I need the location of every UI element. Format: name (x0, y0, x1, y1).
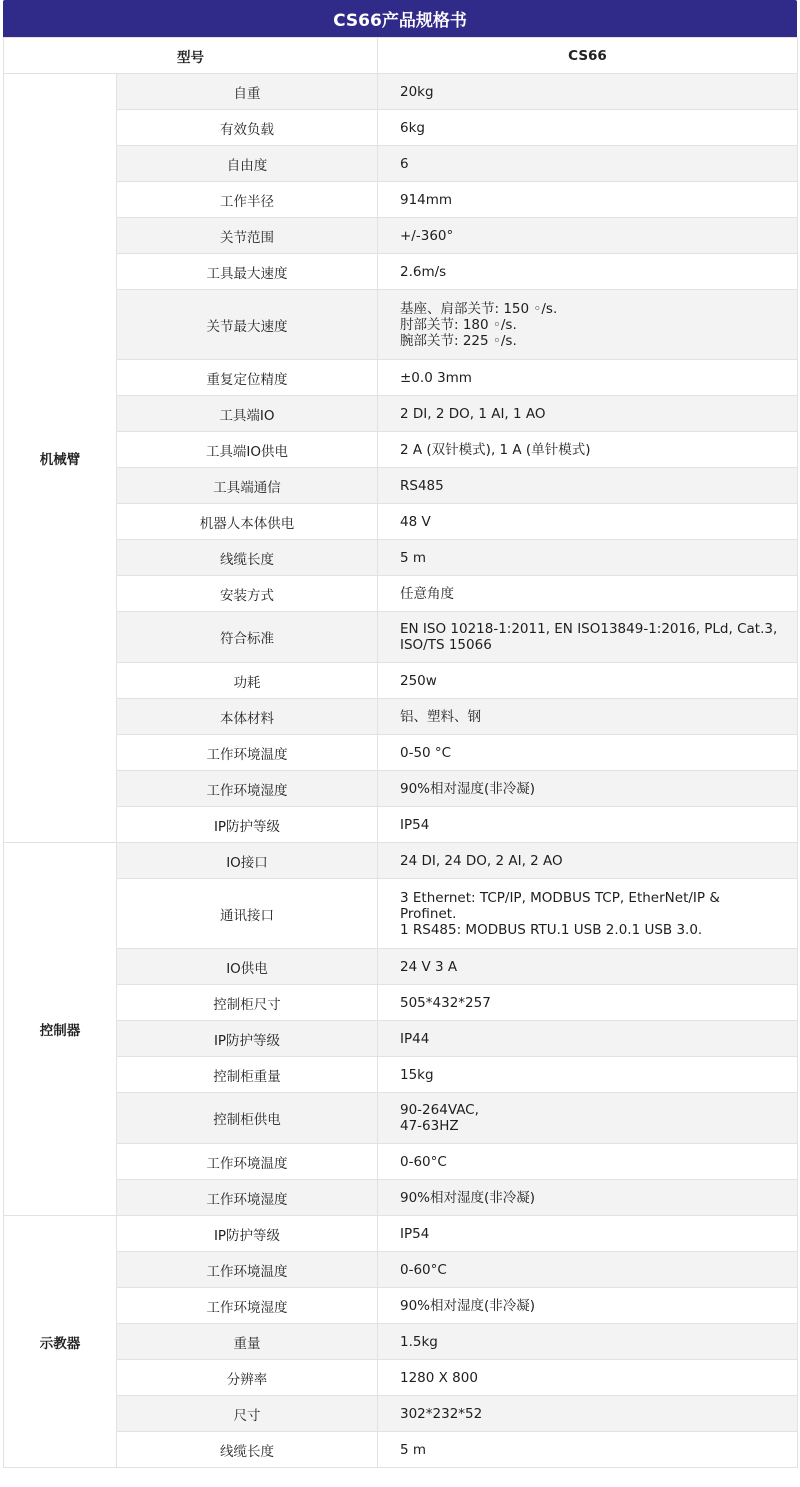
spec-label: 关节范围 (117, 218, 378, 254)
spec-row (4, 949, 798, 985)
spec-value: 90%相对湿度(非冷凝) (378, 771, 798, 807)
spec-value: 24 DI, 24 DO, 2 AI, 2 AO (378, 843, 798, 879)
spec-row (4, 1216, 798, 1252)
spec-title: CS66产品规格书 (3, 0, 797, 37)
spec-label: 功耗 (117, 663, 378, 699)
spec-row (4, 360, 798, 396)
model-value: CS66 (378, 38, 798, 74)
spec-label: 工作环境温度 (117, 1252, 378, 1288)
spec-label: 控制柜尺寸 (117, 985, 378, 1021)
spec-row (4, 771, 798, 807)
spec-row (4, 879, 798, 949)
spec-label: 工具端IO供电 (117, 432, 378, 468)
spec-row (4, 468, 798, 504)
spec-label: 自重 (117, 74, 378, 110)
spec-label: 尺寸 (117, 1396, 378, 1432)
spec-value: 20kg (378, 74, 798, 110)
spec-value: 0-60°C (378, 1252, 798, 1288)
section-name: 机械臂 (4, 74, 117, 843)
spec-row (4, 540, 798, 576)
spec-label: 符合标准 (117, 612, 378, 663)
spec-row (4, 1396, 798, 1432)
spec-value: 5 m (378, 540, 798, 576)
spec-row (4, 1288, 798, 1324)
spec-label: 重复定位精度 (117, 360, 378, 396)
spec-row (4, 699, 798, 735)
spec-value: +/-360° (378, 218, 798, 254)
spec-value: 90%相对湿度(非冷凝) (378, 1180, 798, 1216)
spec-value: IP54 (378, 807, 798, 843)
spec-row (4, 1324, 798, 1360)
spec-value: RS485 (378, 468, 798, 504)
spec-row (4, 843, 798, 879)
spec-value: 6kg (378, 110, 798, 146)
spec-value: 5 m (378, 1432, 798, 1468)
spec-value: 2 DI, 2 DO, 1 AI, 1 AO (378, 396, 798, 432)
section-name: 示教器 (4, 1216, 117, 1468)
spec-row (4, 146, 798, 182)
spec-value: 505*432*257 (378, 985, 798, 1021)
spec-row (4, 985, 798, 1021)
spec-row (4, 218, 798, 254)
model-label: 型号 (4, 38, 378, 74)
spec-value: 24 V 3 A (378, 949, 798, 985)
spec-value: 2.6m/s (378, 254, 798, 290)
spec-row (4, 576, 798, 612)
spec-label: IP防护等级 (117, 1216, 378, 1252)
spec-value: 15kg (378, 1057, 798, 1093)
spec-value: 302*232*52 (378, 1396, 798, 1432)
spec-label: 通讯接口 (117, 879, 378, 949)
spec-value: 48 V (378, 504, 798, 540)
spec-row (4, 663, 798, 699)
spec-row (4, 396, 798, 432)
spec-value: 914mm (378, 182, 798, 218)
spec-label: 机器人本体供电 (117, 504, 378, 540)
spec-label: 工作环境湿度 (117, 1288, 378, 1324)
spec-label: 线缆长度 (117, 1432, 378, 1468)
spec-value: 0-60°C (378, 1144, 798, 1180)
spec-value: ±0.0 3mm (378, 360, 798, 396)
spec-label: IO供电 (117, 949, 378, 985)
spec-row (4, 1252, 798, 1288)
spec-label: 工作半径 (117, 182, 378, 218)
spec-label: 工作环境温度 (117, 1144, 378, 1180)
spec-row (4, 612, 798, 663)
spec-value: 90-264VAC, 47-63HZ (378, 1093, 798, 1144)
spec-label: 线缆长度 (117, 540, 378, 576)
spec-label: 工作环境温度 (117, 735, 378, 771)
spec-row (4, 74, 798, 110)
spec-label: IP防护等级 (117, 1021, 378, 1057)
spec-label: 关节最大速度 (117, 290, 378, 360)
spec-sheet (3, 0, 797, 1468)
spec-row (4, 1180, 798, 1216)
spec-label: IO接口 (117, 843, 378, 879)
spec-label: 本体材料 (117, 699, 378, 735)
spec-label: 工作环境湿度 (117, 1180, 378, 1216)
spec-value: 0-50 °C (378, 735, 798, 771)
spec-value: 基座、肩部关节: 150 ◦/s. 肘部关节: 180 ◦/s. 腕部关节: 225 ◦/s. (378, 290, 798, 360)
spec-label: 工具端IO (117, 396, 378, 432)
spec-row (4, 735, 798, 771)
spec-table (3, 37, 798, 1468)
spec-row (4, 1057, 798, 1093)
spec-value: 6 (378, 146, 798, 182)
spec-label: 重量 (117, 1324, 378, 1360)
spec-label: 控制柜重量 (117, 1057, 378, 1093)
spec-value: 任意角度 (378, 576, 798, 612)
spec-label: 控制柜供电 (117, 1093, 378, 1144)
spec-value: 250w (378, 663, 798, 699)
spec-value: 90%相对湿度(非冷凝) (378, 1288, 798, 1324)
section-name: 控制器 (4, 843, 117, 1216)
spec-label: IP防护等级 (117, 807, 378, 843)
spec-row (4, 290, 798, 360)
header-row (4, 38, 798, 74)
spec-label: 有效负载 (117, 110, 378, 146)
spec-value: IP54 (378, 1216, 798, 1252)
spec-row (4, 110, 798, 146)
spec-row (4, 254, 798, 290)
spec-row (4, 182, 798, 218)
spec-value: IP44 (378, 1021, 798, 1057)
spec-label: 自由度 (117, 146, 378, 182)
spec-label: 工作环境湿度 (117, 771, 378, 807)
spec-label: 工具端通信 (117, 468, 378, 504)
spec-row (4, 1021, 798, 1057)
spec-value: 2 A (双针模式), 1 A (单针模式) (378, 432, 798, 468)
spec-value: 1280 X 800 (378, 1360, 798, 1396)
spec-row (4, 1432, 798, 1468)
spec-value: 3 Ethernet: TCP/IP, MODBUS TCP, EtherNet/IP & Profinet. 1 RS485: MODBUS RTU.1 USB 2.0.1 USB 3.0. (378, 879, 798, 949)
spec-label: 工具最大速度 (117, 254, 378, 290)
spec-row (4, 1360, 798, 1396)
spec-row (4, 1144, 798, 1180)
spec-row (4, 1093, 798, 1144)
spec-row (4, 432, 798, 468)
spec-label: 分辨率 (117, 1360, 378, 1396)
spec-value: 1.5kg (378, 1324, 798, 1360)
spec-value: EN ISO 10218-1:2011, EN ISO13849-1:2016, PLd, Cat.3, ISO/TS 15066 (378, 612, 798, 663)
spec-row (4, 504, 798, 540)
spec-row (4, 807, 798, 843)
spec-label: 安装方式 (117, 576, 378, 612)
spec-value: 铝、塑料、钢 (378, 699, 798, 735)
